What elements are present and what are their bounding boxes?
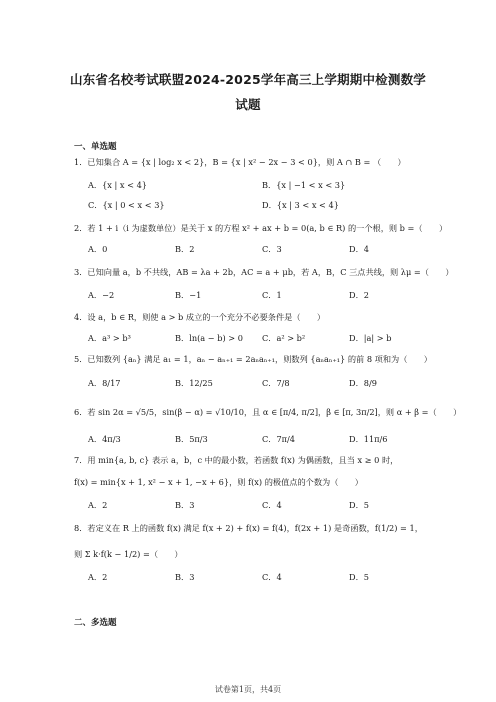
question-6-option-b: B．5π/3 <box>175 434 208 444</box>
question-8-option-a: A．2 <box>88 572 108 582</box>
question-3-option-c: C．1 <box>262 290 282 300</box>
page-footer: 试卷第1页，共4页 <box>214 685 282 694</box>
paper-title-line2: 试题 <box>235 97 261 112</box>
question-4-option-c: C．a² > b² <box>262 333 306 343</box>
question-2-stem: 2．若 1 + i（i 为虚数单位）是关于 x 的方程 x² + ax + b = 0(a, b ∈ R) 的一个根，则 b =（ ） <box>74 223 448 233</box>
question-7-stem-line2: f(x) = min{x + 1, x² − x + 1, −x + 6}，则 f(x) 的极值点的个数为（ ） <box>74 477 363 487</box>
question-2-option-a: A．0 <box>88 244 108 254</box>
question-1-stem: 1．已知集合 A = {x | log₂ x < 2}，B = {x | x² − 2x − 3 < 0}，则 A ∩ B = （ ） <box>74 157 406 167</box>
question-7-option-b: B．3 <box>175 500 195 510</box>
question-6-option-d: D．11π/6 <box>349 434 388 444</box>
question-6-option-a: A．4π/3 <box>88 434 121 444</box>
question-4-option-a: A．a³ > b³ <box>88 333 131 343</box>
question-2-option-b: B．2 <box>175 244 195 254</box>
question-6-stem: 6．若 sin 2α = √5/5，sin(β − α) = √10/10，且 α ∈ [π/4, π/2]，β ∈ [π, 3π/2]，则 α + β =（ ） <box>74 407 462 417</box>
question-8-option-c: C．4 <box>262 572 282 582</box>
question-1-option-c: C．{x | 0 < x < 3} <box>88 200 165 210</box>
question-2-option-d: D．4 <box>349 244 369 254</box>
question-3-option-a: A．−2 <box>88 290 115 300</box>
paper-title: 山东省名校考试联盟2024-2025学年高三上学期期中检测数学 <box>70 72 426 87</box>
question-5-stem: 5．已知数列 {aₙ} 满足 a₁ = 1，aₙ − aₙ₊₁ = 2aₙaₙ₊₁，则数列 {aₙaₙ₊₁} 的前 8 项和为（ ） <box>74 354 432 364</box>
question-7-stem: 7．用 min{a, b, c} 表示 a，b，c 中的最小数，若函数 f(x) 为偶函数，且当 x ≥ 0 时， <box>74 455 399 465</box>
question-5-option-d: D．8/9 <box>349 378 377 388</box>
question-8-stem-line2: 则 Σ k·f(k − 1/2) =（ ） <box>74 549 183 559</box>
question-2-option-c: C．3 <box>262 244 282 254</box>
question-5-option-b: B．12/25 <box>175 378 213 388</box>
question-6-option-c: C．7π/4 <box>262 434 296 444</box>
question-8-option-b: B．3 <box>175 572 195 582</box>
question-5-option-c: C．7/8 <box>262 378 290 388</box>
question-8-stem: 8．若定义在 R 上的函数 f(x) 满足 f(x + 2) + f(x) = f(4)，f(2x + 1) 是奇函数，f(1/2) = 1， <box>74 523 423 533</box>
question-7-option-a: A．2 <box>88 500 108 510</box>
question-3-option-d: D．2 <box>349 290 369 300</box>
question-1-option-d: D．{x | 3 < x < 4} <box>262 200 339 210</box>
question-4-option-b: B．ln(a − b) > 0 <box>175 333 243 343</box>
question-4-option-d: D．|a| > b <box>349 333 392 343</box>
question-8-option-d: D．5 <box>349 572 369 582</box>
section-heading-single-choice: 一、单选题 <box>74 142 117 152</box>
section-heading-multiple-choice: 二、多选题 <box>74 618 117 628</box>
question-5-option-a: A．8/17 <box>88 378 121 388</box>
question-7-option-c: C．4 <box>262 500 282 510</box>
question-7-option-d: D．5 <box>349 500 369 510</box>
question-3-stem: 3．已知向量 a，b 不共线，AB = λa + 2b，AC = a + μb，若 A，B，C 三点共线，则 λμ =（ ） <box>74 267 454 277</box>
question-1-option-b: B．{x | −1 < x < 3} <box>262 180 346 190</box>
question-3-option-b: B．−1 <box>175 290 202 300</box>
question-4-stem: 4．设 a，b ∈ R，则使 a > b 成立的一个充分不必要条件是（ ） <box>74 312 326 322</box>
question-1-option-a: A．{x | x < 4} <box>88 180 147 190</box>
